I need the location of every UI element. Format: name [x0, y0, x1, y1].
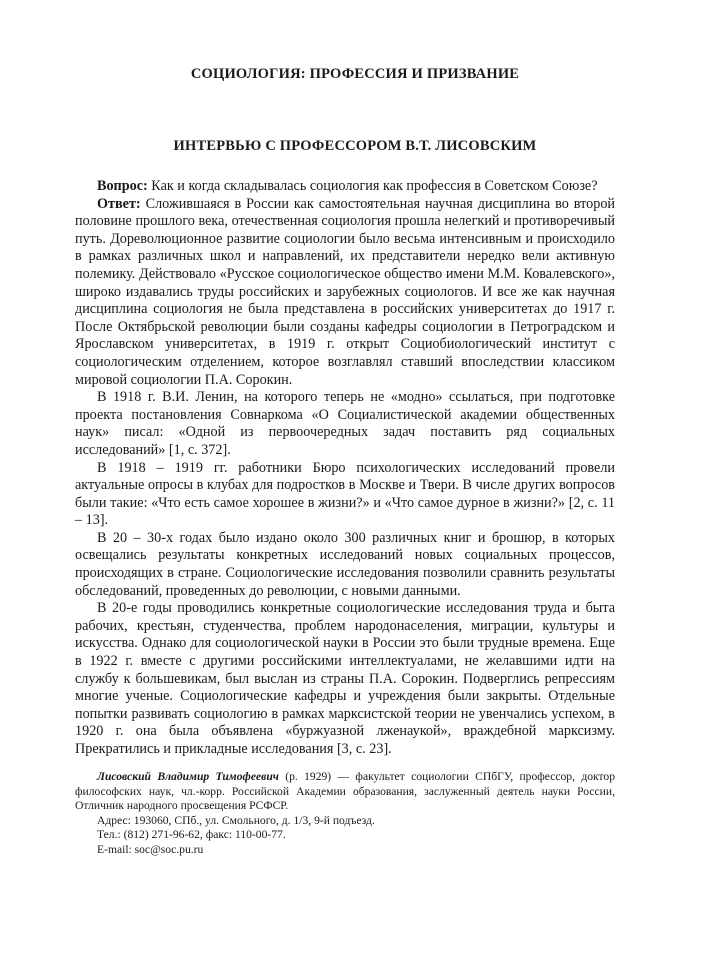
author-phone: Тел.: (812) 271-96-62, факс: 110-00-77. [97, 828, 286, 842]
answer-text: Сложившаяся в России как самостоятельная научная дисциплина во второй половине прошлого века, отечественная социология прошла нелегкий и противоречивый путь. Дореволюционное развитие социологии было весьма интенсивным и происходило в рамках различных школ и направлений, их представители нередко вели активную полемику. Действовало «Русское социологическое общество имени М.М. Ковалевского», широко издавались труды российских и зарубежных социологов. И все же как научная дисциплина социология не была представлена в российских университетах до 1917 г. После Октябрьской революции были созданы кафедры социологии в Петроградском и Ярославском университетах, в 1919 г. открыт Социобиологический институт с социологическим отделением, которое возглавлял ставший впоследствии классиком мировой социологии П.А. Сорокин. [75, 195, 616, 388]
question-label: Вопрос: [97, 178, 148, 194]
answer-label: Ответ: [97, 195, 141, 212]
body-paragraph: В 20 – 30-х годах было издано около 300 различных книг и брошюр, в которых освещались результаты конкретных исследований новых социальных процессов, происходящих в стране. Социологические исследования позволили сравнить результаты обследований, проведенных до революции, с новыми данными. [75, 529, 615, 599]
author-email: E-mail: soc@soc.pu.ru [97, 842, 204, 856]
question-text: Как и когда складывалась социология как профессия в Советском Союзе? [151, 178, 598, 194]
author-bio [75, 770, 615, 814]
article-body [75, 178, 615, 759]
author-footnote [75, 770, 615, 858]
body-paragraph: В 1918 г. В.И. Ленин, на которого теперь не «модно» ссылаться, при подготовке проекта постановления Совнаркома «О Социалистической академии общественных наук» писал: «Одной из первоочередных задач поставить ряд социальных исследований» [1, с. 372]. [75, 389, 615, 458]
question-paragraph [75, 178, 615, 196]
article-title: ИНТЕРВЬЮ С ПРОФЕССОРОМ В.Т. ЛИСОВСКИМ [173, 138, 537, 154]
section-rubric: СОЦИОЛОГИЯ: ПРОФЕССИЯ И ПРИЗВАНИЕ [190, 66, 520, 82]
author-bio-text: (р. 1929) — факультет социологии СПбГУ, профессор, доктор философских наук, чл.-корр. Российской Академии образования, заслуженный деятель науки России, Отличник народного просвещения РСФСР. [75, 770, 615, 813]
author-address: Адрес: 193060, СПб., ул. Смольного, д. 1/3, 9-й подъезд. [97, 813, 375, 827]
answer-paragraph [75, 196, 615, 390]
body-paragraph: В 20-е годы проводились конкретные социологические исследования труда и быта рабочих, крестьян, студенчества, проблем народонаселения, миграции, культуры и искусства. Однако для социологической науки в России это были трудные времена. Еще в 1922 г. вместе с другими российскими интеллектуалами, не желавшими идти на службу к большевикам, был выслан из страны П.А. Сорокин. Подверглись репрессиям многие ученые. Социологические кафедры и учреждения были закрыты. Отдельные попытки развивать социологию в рамках марксистской теории не увенчались успехом, в 1920 г. она была объявлена «буржуазной лженаукой», враждебной марксизму. Прекратились и прикладные исследования [3, с. 23]. [75, 600, 615, 757]
body-paragraph: В 1918 – 1919 гг. работники Бюро психологических исследований провели актуальные опросы в клубах для подростков в Москве и Твери. В числе других вопросов были такие: «Что есть самое хорошее в жизни?» и «Что самое дурное в жизни?» [2, с. 11 – 13]. [75, 459, 615, 529]
author-name: Лисовский Владимир Тимофеевич [97, 770, 279, 783]
